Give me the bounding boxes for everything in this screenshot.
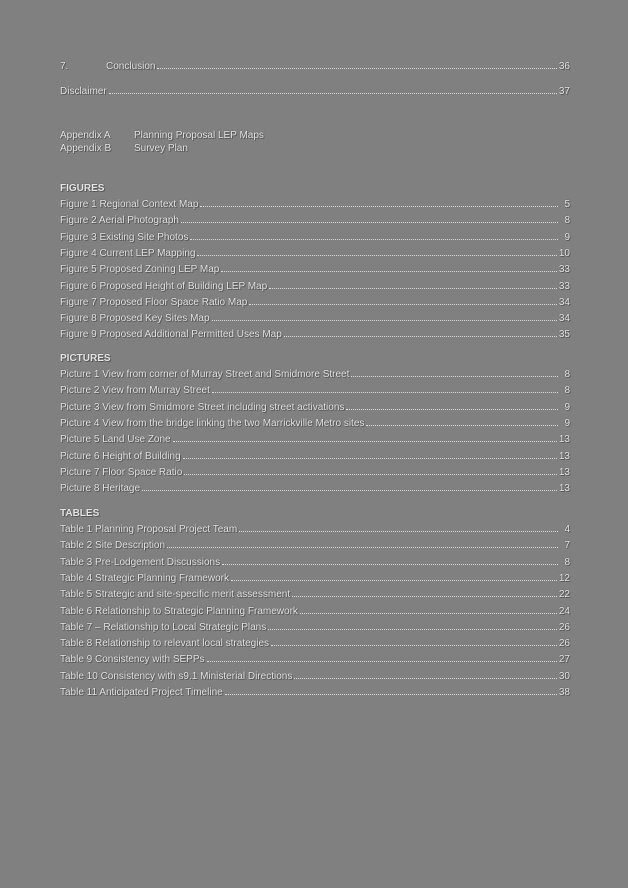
list-item-page: 5: [564, 199, 570, 210]
list-item-label: Table 7 – Relationship to Local Strategic Plans: [60, 621, 267, 633]
list-item[interactable]: [60, 383, 570, 399]
list-item[interactable]: [60, 262, 570, 278]
list-item-page: 33: [558, 264, 570, 276]
dot-leader: [212, 391, 558, 393]
list-item[interactable]: [60, 400, 570, 416]
list-item[interactable]: [60, 246, 570, 262]
list-item-label: Table 3 Pre-Lodgement Discussions: [60, 556, 221, 568]
list-item-page: 13: [558, 466, 570, 478]
list-item-label: Table 10 Consistency with s9.1 Ministerial Directions: [60, 670, 293, 682]
list-item-page: 9: [564, 401, 570, 413]
dot-leader: [222, 563, 558, 565]
dot-leader: [294, 677, 557, 679]
dot-leader: [239, 530, 558, 532]
list-item-page: 27: [558, 654, 570, 666]
appendix-key: Appendix A: [60, 130, 111, 141]
list-item-label: Figure 2 Aerial Photograph: [60, 215, 179, 227]
pictures-heading: PICTURES: [60, 353, 111, 364]
list-item-label: Figure 8 Proposed Key Sites Map: [60, 313, 210, 325]
dot-leader: [190, 238, 558, 240]
list-item-page: 22: [558, 589, 570, 601]
list-item[interactable]: [60, 279, 570, 295]
dot-leader: [249, 303, 557, 305]
dot-leader: [181, 221, 558, 223]
list-item[interactable]: [60, 636, 570, 652]
list-item[interactable]: [60, 295, 570, 311]
toc-entry-disclaimer[interactable]: [60, 84, 570, 100]
dot-leader: [225, 693, 557, 695]
list-item-page: 35: [558, 329, 570, 341]
list-item-label: Picture 1 View from corner of Murray Street and Smidmore Street: [60, 369, 350, 380]
list-item-label: Figure 6 Proposed Height of Building LEP Map: [60, 280, 268, 292]
list-item-page: 8: [564, 215, 570, 227]
dot-leader: [269, 287, 557, 289]
list-item-page: 34: [558, 296, 570, 308]
list-item-label: Picture 3 View from Smidmore Street including street activations: [60, 401, 345, 413]
list-item-label: Table 8 Relationship to relevant local strategies: [60, 638, 270, 650]
list-item-page: 26: [558, 638, 570, 650]
dot-leader: [207, 660, 557, 662]
list-item-label: Table 6 Relationship to Strategic Planning Framework: [60, 605, 298, 617]
list-item[interactable]: [60, 538, 570, 554]
list-item[interactable]: [60, 230, 570, 246]
list-item-label: Table 9 Consistency with SEPPs: [60, 654, 205, 666]
appendix-b[interactable]: [60, 141, 188, 157]
list-item-page: 8: [564, 556, 570, 568]
list-item[interactable]: [60, 432, 570, 448]
dot-leader: [268, 628, 557, 630]
dot-leader: [221, 270, 557, 272]
dot-leader: [366, 424, 558, 426]
list-item-label: Picture 2 View from Murray Street: [60, 385, 210, 397]
list-item-label: Figure 3 Existing Site Photos: [60, 231, 189, 243]
list-item-label: Picture 4 View from the bridge linking the two Marrickville Metro sites: [60, 417, 365, 429]
dot-leader: [200, 205, 558, 207]
list-item[interactable]: [60, 685, 570, 701]
list-item-page: 13: [558, 483, 570, 495]
list-item[interactable]: [60, 213, 570, 229]
list-item-label: Figure 9 Proposed Additional Permitted Uses Map: [60, 329, 282, 341]
dot-leader: [271, 644, 557, 646]
list-item[interactable]: [60, 555, 570, 571]
toc-entry-page: 37: [558, 86, 570, 97]
list-item-page: 4: [564, 524, 570, 535]
toc-entry-number: 7.: [60, 61, 69, 72]
dot-leader: [346, 408, 558, 410]
dot-leader: [292, 595, 557, 597]
appendix-title: Planning Proposal LEP Maps: [134, 130, 264, 141]
list-item-page: 38: [558, 687, 570, 698]
dot-leader: [109, 92, 557, 94]
list-item-page: 34: [558, 313, 570, 325]
list-item[interactable]: [60, 481, 570, 497]
list-item-page: 8: [564, 369, 570, 380]
list-item-label: Picture 6 Height of Building: [60, 450, 181, 462]
list-item-page: 24: [558, 605, 570, 617]
dot-leader: [300, 612, 557, 614]
toc-entry-label: Disclaimer: [60, 86, 107, 97]
list-item-page: 10: [558, 247, 570, 259]
dot-leader: [212, 319, 557, 321]
list-item-label: Picture 5 Land Use Zone: [60, 434, 171, 446]
list-item-label: Table 11 Anticipated Project Timeline: [60, 687, 223, 698]
list-item[interactable]: [60, 669, 570, 685]
list-item[interactable]: [60, 652, 570, 668]
list-item[interactable]: [60, 449, 570, 465]
dot-leader: [157, 67, 556, 69]
dot-leader: [184, 473, 557, 475]
dot-leader: [142, 489, 557, 491]
dot-leader: [351, 375, 558, 377]
dot-leader: [173, 440, 557, 442]
toc-entry-label: Conclusion: [106, 61, 156, 72]
list-item-label: Table 1 Planning Proposal Project Team: [60, 524, 238, 535]
list-item[interactable]: [60, 327, 570, 343]
dot-leader: [197, 254, 556, 256]
dot-leader: [284, 335, 557, 337]
figures-heading: FIGURES: [60, 183, 105, 194]
list-item-page: 9: [564, 231, 570, 243]
dot-leader: [183, 457, 557, 459]
appendix-key: Appendix B: [60, 143, 112, 154]
list-item[interactable]: [60, 465, 570, 481]
list-item-label: Figure 1 Regional Context Map: [60, 199, 199, 210]
list-item-page: 12: [558, 572, 570, 584]
toc-entry-conclusion[interactable]: [60, 59, 570, 75]
list-item-page: 13: [558, 450, 570, 462]
toc-entry-page: 36: [558, 61, 570, 72]
appendix-title: Survey Plan: [134, 143, 188, 154]
list-item-page: 7: [564, 540, 570, 552]
list-item-label: Table 5 Strategic and site-specific merit assessment: [60, 589, 291, 601]
list-item-label: Picture 8 Heritage: [60, 483, 141, 495]
list-item-page: 30: [558, 670, 570, 682]
list-item-label: Table 4 Strategic Planning Framework: [60, 572, 229, 584]
list-item-page: 8: [564, 385, 570, 397]
list-item[interactable]: [60, 604, 570, 620]
list-item[interactable]: [60, 571, 570, 587]
list-item[interactable]: [60, 587, 570, 603]
list-item[interactable]: [60, 522, 570, 538]
list-item-label: Figure 5 Proposed Zoning LEP Map: [60, 264, 220, 276]
list-item-page: 33: [558, 280, 570, 292]
list-item-page: 13: [558, 434, 570, 446]
list-item-label: Picture 7 Floor Space Ratio: [60, 466, 183, 478]
tables-heading: TABLES: [60, 508, 100, 519]
list-item[interactable]: [60, 416, 570, 432]
list-item[interactable]: [60, 620, 570, 636]
dot-leader: [231, 579, 557, 581]
list-item[interactable]: [60, 197, 570, 213]
list-item[interactable]: [60, 311, 570, 327]
list-item-label: Table 2 Site Description: [60, 540, 166, 552]
list-item-page: 26: [558, 621, 570, 633]
dot-leader: [167, 546, 558, 548]
list-item[interactable]: [60, 367, 570, 383]
list-item-page: 9: [564, 417, 570, 429]
list-item-label: Figure 4 Current LEP Mapping: [60, 247, 196, 259]
list-item-label: Figure 7 Proposed Floor Space Ratio Map: [60, 296, 248, 308]
